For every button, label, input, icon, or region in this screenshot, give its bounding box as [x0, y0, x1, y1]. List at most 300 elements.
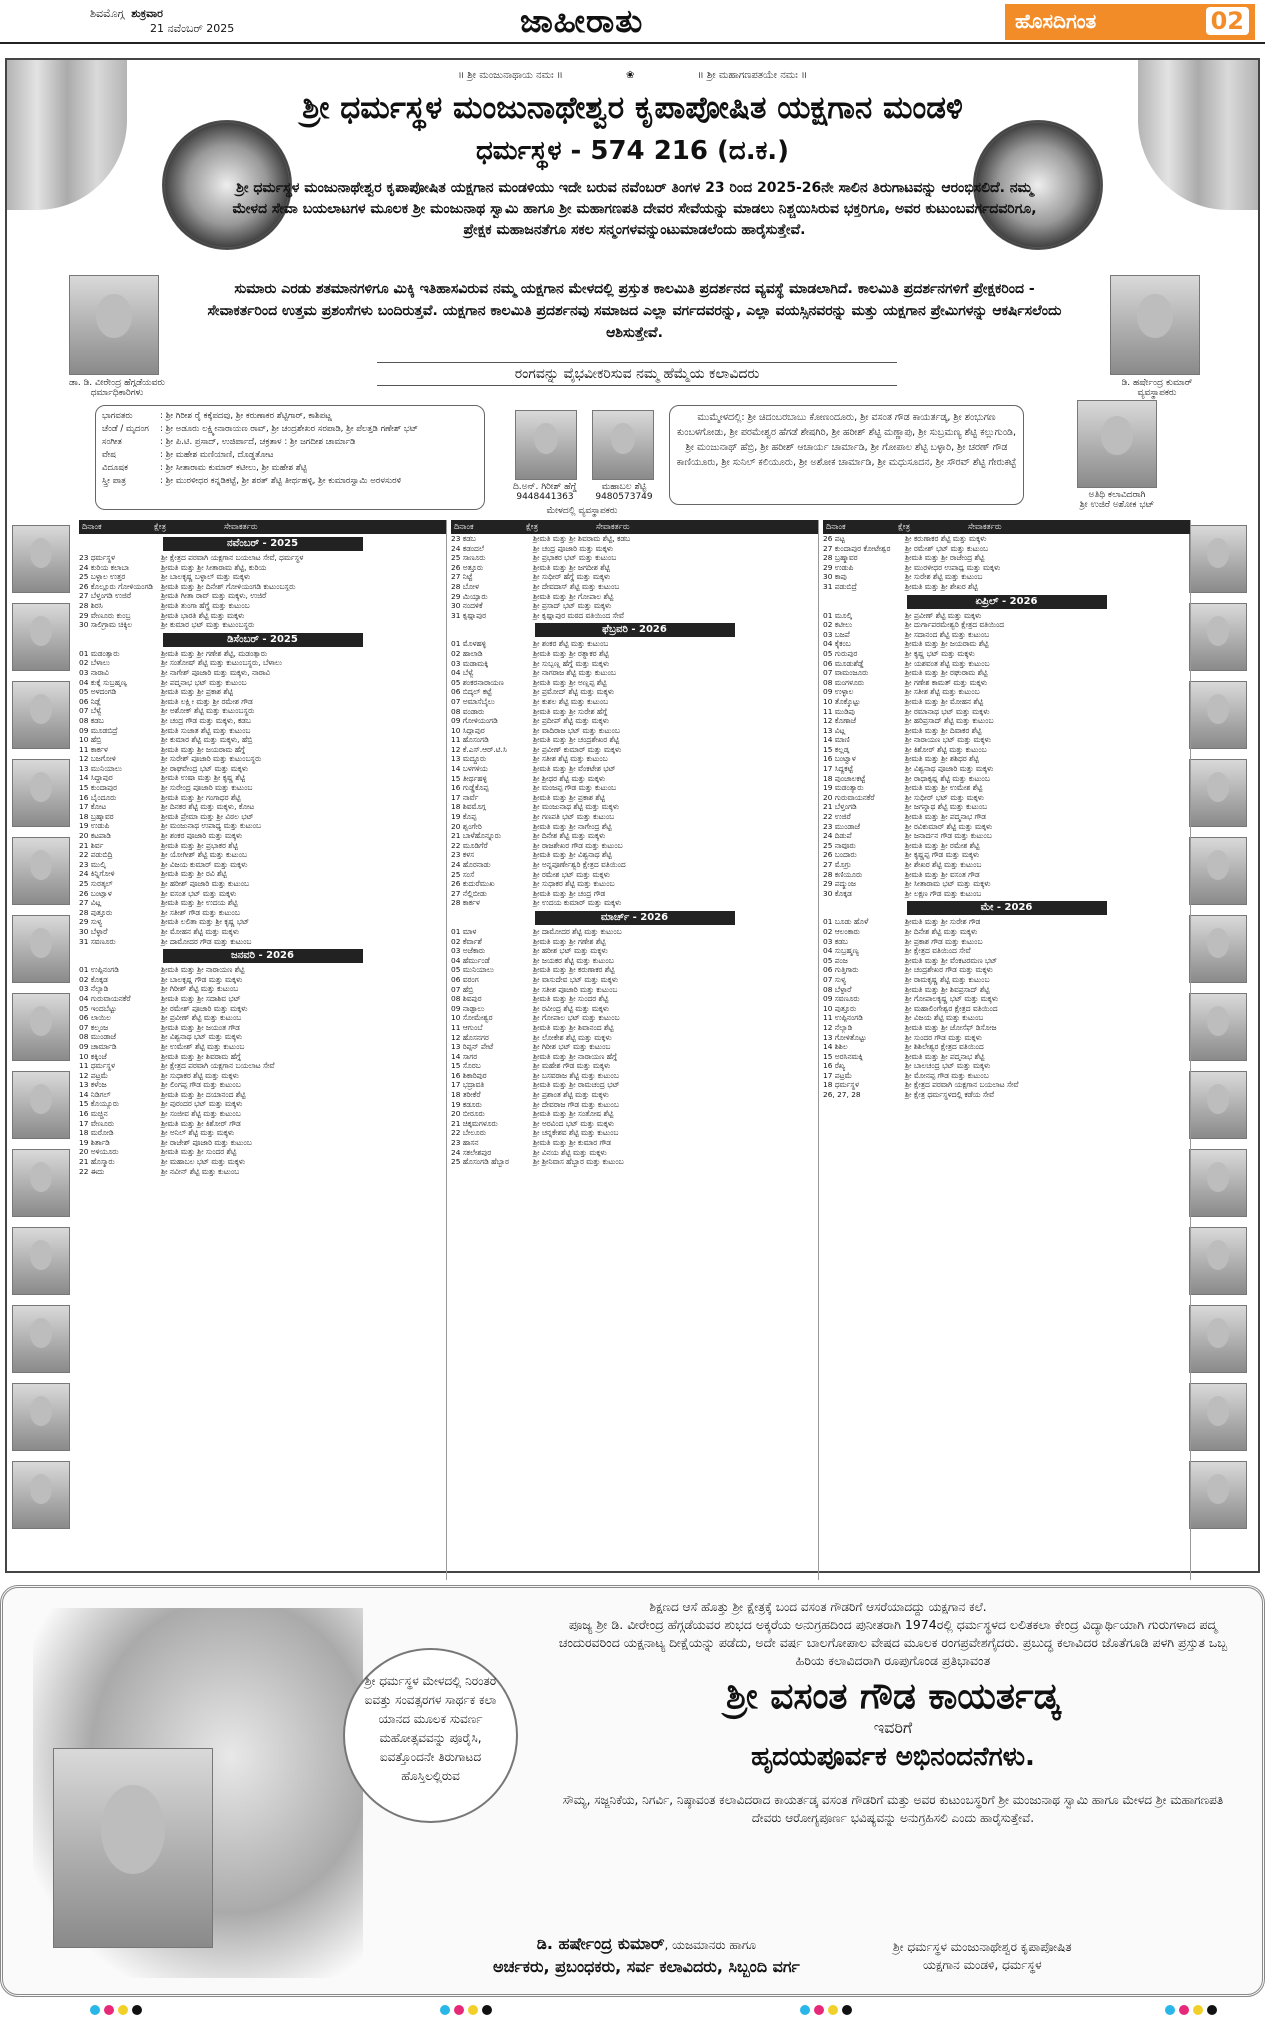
- paper-logo: [1005, 4, 1255, 40]
- schedule-row: [79, 1167, 446, 1177]
- schedule-sponsor: ಶ್ರೀ ಕಿಶೋರ್ ಶೆಟ್ಟಿ ಮತ್ತು ಕುಟುಂಬ: [905, 744, 987, 754]
- schedule-date-place: 01 ಮಡಂತ್ಯಾರು: [79, 648, 120, 658]
- schedule-row: [451, 793, 818, 803]
- schedule-sponsor: ಶ್ರೀಮತಿ ಉಷಾ ಮತ್ತು ಶ್ರೀ ಕೃಷ್ಣ ಶೆಟ್ಟಿ: [161, 773, 246, 783]
- schedule-sponsor: ಶ್ರೀಮತಿ ಪ್ರೇಮಾ ಮತ್ತು ಶ್ರೀ ವಿಠಲ ಭಟ್: [161, 811, 254, 821]
- schedule-date-place: 17 ವೇಣೂರು: [79, 1118, 115, 1128]
- schedule-date-place: 17 ಕೋಟ: [79, 802, 107, 812]
- schedule-date-place: 27 ನೆಲ್ಲಿಬೀಡು: [451, 888, 487, 898]
- schedule-date-place: 08 ವಂಡಾರು: [451, 706, 485, 716]
- schedule-sponsor: ಶ್ರೀ ಚನ್ನಕೇಶವ ಶೆಟ್ಟಿ ಮತ್ತು ಕುಟುಂಬ: [533, 1128, 619, 1138]
- schedule-date-place: 26 ಕುದುರೆಮುಖ: [451, 879, 495, 889]
- schedule-row: [823, 1033, 1190, 1043]
- schedule-row: [451, 1061, 818, 1071]
- schedule-date-place: 14 ನಿಡಿಗಲ್: [79, 1089, 111, 1099]
- schedule-row: [823, 956, 1190, 966]
- schedule-sponsor: ಶ್ರೀ ಬಸವರಾಜ ಶೆಟ್ಟಿ ಮತ್ತು ಕುಟುಂಬ: [533, 1070, 619, 1080]
- schedule-sponsor: ಶ್ರೀ ಕೃಷ್ಣ ಭಟ್ ಮತ್ತು ಮಕ್ಕಳು: [905, 648, 975, 658]
- schedule-row: [79, 1138, 446, 1148]
- schedule-date-place: 26 ಪಟ್ಟ: [823, 534, 845, 543]
- schedule-sponsor: ಶ್ರೀ ಅರವಿಂದ ಭಟ್ ಮತ್ತು ಮಕ್ಕಳು: [533, 1118, 615, 1128]
- schedule-row: [79, 783, 446, 793]
- schedule-sponsor: ಶ್ರೀ ಹರೀಶ ಭಟ್ ಮತ್ತು ಮಕ್ಕಳು: [533, 946, 608, 956]
- schedule-row: [823, 687, 1190, 697]
- schedule-sponsor: ಶ್ರೀ ಸುರೇಶ ಶೆಟ್ಟಿ ಮತ್ತು ಕುಟುಂಬ: [905, 572, 983, 582]
- schedule-date-place: 27 ಕುಂದಾಪುರ ಕೋಟೇಶ್ವರ: [823, 543, 891, 553]
- schedule-header-date: ದಿನಾಂಕ: [454, 522, 474, 531]
- schedule-sponsor: ಶ್ರೀ ಕ್ಷೇತ್ರದ ವತಿಯಿಂದ ಸೇವೆ: [905, 946, 971, 956]
- schedule-row: [823, 870, 1190, 880]
- schedule-sponsor: ಶ್ರೀ ಕುಶಲ ಶೆಟ್ಟಿ ಮತ್ತು ಕುಟುಂಬ: [533, 696, 609, 706]
- cast-role: ಭಾಗವತರು: [102, 411, 133, 421]
- schedule-row: [451, 726, 818, 736]
- schedule-row: [79, 1147, 446, 1157]
- schedule-row: [451, 1052, 818, 1062]
- schedule-row: [79, 773, 446, 783]
- month-heading: ಮಾರ್ಚ್ - 2026: [535, 911, 735, 925]
- schedule-sponsor: ಶ್ರೀ ಶಂಕರ ಪೂಜಾರಿ ಮತ್ತು ಮಕ್ಕಳು: [161, 831, 243, 841]
- caption-left-role: ಧರ್ಮಾಧಿಕಾರಿಗಳು: [90, 388, 144, 398]
- schedule-sponsor: ಶ್ರೀ ಕರುಣಾಕರ ಶೆಟ್ಟಿ ಮತ್ತು ಮಕ್ಕಳು: [905, 534, 987, 543]
- schedule-sponsor: ಶ್ರೀ ಗೋಪಾಲ ಭಟ್ ಮತ್ತು ಕುಟುಂಬ: [533, 1013, 620, 1023]
- schedule-date-place: 08 ಬೆಳ್ಳಾರೆ: [823, 984, 852, 994]
- schedule-row: [823, 735, 1190, 745]
- schedule-date-place: 01 ಮೂಲ್ಕಿ: [823, 610, 852, 620]
- schedule-sponsor: ಶ್ರೀ ಉದಯ ಕುಮಾರ್ ಮತ್ತು ಮಕ್ಕಳು: [533, 898, 622, 908]
- schedule-row: [79, 841, 446, 851]
- honoree-name: ಶ್ರೀ ವಸಂತ ಗೌಡ ಕಾಯರ್ತಡ್ಕ: [726, 1676, 1060, 1717]
- schedule-row: [823, 889, 1190, 899]
- schedule-sponsor: ಶ್ರೀಮತಿ ಮತ್ತು ಶ್ರೀ ಕರುಣಾಕರ ಶೆಟ್ಟಿ: [533, 965, 615, 975]
- curtain-right: [1138, 60, 1258, 210]
- schedule-sponsor: ಶ್ರೀ ಸಂತೋಷ್ ಶೆಟ್ಟಿ ಮತ್ತು ಕುಟುಂಬಸ್ಥರು, ಬೆಳಾಲು: [161, 658, 283, 668]
- schedule-date-place: 05 ಅಳದಂಗಡಿ: [79, 687, 117, 697]
- tour-schedule: [79, 520, 1189, 1580]
- schedule-sponsor: ಶ್ರೀಮತಿ ಮತ್ತು ಶ್ರೀ ಸುರೇಶ ಗೌಡ: [905, 917, 981, 927]
- schedule-date-place: 22 ಈದು: [79, 1166, 105, 1176]
- schedule-header-place: ಕ್ಷೇತ್ರ: [526, 522, 539, 531]
- schedule-date-place: 24 ಕಡಂದಲೆ: [451, 543, 484, 553]
- schedule-row: [823, 1090, 1190, 1100]
- schedule-sponsor: ಶ್ರೀ ಬಾಲಕೃಷ್ಣ ಬಳ್ಳಾಲ್ ಮತ್ತು ಮಕ್ಕಳು: [161, 572, 251, 582]
- artist-photo: [1189, 837, 1247, 905]
- schedule-sponsor: ಶ್ರೀಮತಿ ಮತ್ತು ಶ್ರೀ ವೆಂಕಟೇಶ ಭಟ್: [533, 764, 616, 774]
- schedule-sponsor: ಶ್ರೀಮತಿ ಮತ್ತು ಶ್ರೀ ಸದಾಶಿವ ಭಟ್: [161, 993, 241, 1003]
- schedule-date-place: 29 ಉಡುಪಿ: [823, 562, 854, 572]
- schedule-sponsor: ಶ್ರೀ ಸುಧಾಕರ ಶೆಟ್ಟಿ ಮತ್ತು ಕುಟುಂಬ: [533, 879, 615, 889]
- schedule-sponsor: ಶ್ರೀಮತಿ ಮತ್ತು ಶ್ರೀ ಪ್ರಕಾಶ ಶೆಟ್ಟಿ: [161, 687, 234, 697]
- schedule-date-place: 07 ಕಲ್ಮಂಜ: [79, 1022, 109, 1032]
- schedule-date-place: 27 ವಿಟ್ಲ: [79, 898, 102, 908]
- schedule-date-place: 09 ನಾಡ್ಪಾಲು: [451, 1003, 485, 1013]
- schedule-row: [451, 745, 818, 755]
- schedule-sponsor: ಶ್ರೀಮತಿ ಮತ್ತು ಶ್ರೀ ನಾರಾಯಣ ಶೆಟ್ಟಿ: [161, 965, 245, 975]
- schedule-date-place: 24 ಕಿನ್ನಿಗೋಳಿ: [79, 869, 115, 879]
- artist-photo: [12, 1149, 70, 1217]
- schedule-sponsor: ಶ್ರೀಮತಿ ಗೀತಾ ರಾವ್ ಮತ್ತು ಮಕ್ಕಳು, ಉಜಿರೆ: [161, 591, 267, 601]
- org-line-2: ಯಕ್ಷಗಾನ ಮಂಡಳಿ, ಧರ್ಮಸ್ಥಳ: [923, 1958, 1042, 1972]
- schedule-sponsor: ಶ್ರೀ ಶೇಖರ ಶೆಟ್ಟಿ ಮತ್ತು ಕುಟುಂಬ: [905, 860, 982, 869]
- schedule-sponsor: ಶ್ರೀಮತಿ ಮತ್ತು ಶ್ರೀ ಸಂತೋಷ ಶೆಟ್ಟಿ: [533, 1109, 614, 1119]
- schedule-sponsor: ಶ್ರೀಮತಿ ಮತ್ತು ಶ್ರೀ ಗಂಗಾಧರ ಶೆಟ್ಟಿ: [161, 792, 241, 802]
- schedule-date-place: 25 ನಾವೂರು: [823, 840, 856, 850]
- schedule-sponsor: ಶ್ರೀ ರಾಘವೇಂದ್ರ ಭಟ್ ಮತ್ತು ಮಕ್ಕಳು: [161, 763, 249, 773]
- schedule-date-place: 30 ಸಾಲಿಗ್ರಾಮ ಚಿಕ್ಕಿಲ: [79, 620, 133, 630]
- schedule-sponsor: ಶ್ರೀ ಸುಂದರ ಗೌಡ ಮತ್ತು ಮಕ್ಕಳು: [905, 1032, 982, 1042]
- schedule-row: [79, 706, 446, 716]
- schedule-row: [451, 1080, 818, 1090]
- schedule-row: [823, 793, 1190, 803]
- schedule-sponsor: ಶ್ರೀಮತಿ ಲಕ್ಷ್ಮೀ ಮತ್ತು ಶ್ರೀ ರಮೇಶ ಗೌಡ: [161, 696, 253, 706]
- schedule-sponsor: ಶ್ರೀ ವಾಸುದೇವ ಭಟ್ ಮತ್ತು ಮಕ್ಕಳು: [533, 974, 619, 984]
- schedule-sponsor: ಶ್ರೀಮತಿ ಮತ್ತು ಶ್ರೀ ಚಂದ್ರ ಗೌಡ: [533, 888, 606, 898]
- schedule-header: [823, 520, 1190, 534]
- schedule-row: [823, 1004, 1190, 1014]
- schedule-sponsor: ಶ್ರೀ ಕ್ಷೇತ್ರದ ಪರವಾಗಿ ಯಕ್ಷಗಾನ ಬಯಲಾಟ ಸೇವೆ: [161, 1061, 275, 1071]
- schedule-date-place: 20 ಕಟಪಾಡಿ: [79, 831, 111, 841]
- registration-marks-2: [440, 2005, 498, 2015]
- schedule-date-place: 19 ಕೊಪ್ಪ: [451, 812, 477, 822]
- schedule-row: [79, 563, 446, 573]
- schedule-date-place: 12 ಹೊಸನಗರ: [451, 1032, 489, 1042]
- schedule-date-place: 15 ಕಲ್ಲಡ್ಕ: [823, 744, 850, 754]
- schedule-sponsor: ಶ್ರೀ ಮೋಹನ ಶೆಟ್ಟಿ ಮತ್ತು ಮಕ್ಕಳು: [161, 926, 240, 936]
- manager-1-phone: 9448441363: [516, 492, 574, 502]
- ad-subtitle: ಧರ್ಮಸ್ಥಳ - 574 216 (ದ.ಕ.): [475, 136, 790, 166]
- schedule-row: [823, 1013, 1190, 1023]
- felicitation-blessing: ಸೌಮ್ಯ, ಸಜ್ಜನಿಕೆಯ, ನಿಗರ್ವಿ, ನಿಷ್ಠಾವಂತ ಕಲಾವಿದರಾದ ಕಾಯರ್ತಡ್ಕ ವಸಂತ ಗೌಡರಿಗೆ ಮತ್ತು ಅವರ ಕುಟುಂಬಸ್ಥರಿಗೆ ಶ್ರೀ ಮಂಜುನಾಥ ಸ್ವಾಮಿ ಹಾಗೂ ಮೇಳದ ಶ್ರೀ ಮಹಾಗಣಪತಿ ದೇವರು ಆರೋಗ್ಯಪೂರ್ಣ ಭವಿಷ್ಯವನ್ನು ಅನುಗ್ರಹಿಸಲಿ ಎಂದು ಹಾರೈಸುತ್ತೇವೆ.: [562, 1793, 1224, 1825]
- schedule-row: [823, 994, 1190, 1004]
- schedule-row: [451, 985, 818, 995]
- schedule-row: [451, 572, 818, 582]
- schedule-sponsor: ಶ್ರೀ ರವಿಕುಮಾರ್ ಶೆಟ್ಟಿ ಮತ್ತು ಮಕ್ಕಳು: [905, 821, 993, 831]
- schedule-row: [79, 697, 446, 707]
- schedule-row: [79, 1128, 446, 1138]
- schedule-sponsor: ಶ್ರೀ ಕುಮಾರ ಶೆಟ್ಟಿ ಮತ್ತು ಮಕ್ಕಳು, ಹೆಬ್ರಿ: [161, 735, 253, 745]
- schedule-row: [79, 716, 446, 726]
- schedule-date-place: 22 ಮೂಡಿಗೆರೆ: [451, 840, 488, 850]
- schedule-date-place: 01 ಮೊಳಹಳ್ಳಿ: [451, 639, 487, 649]
- schedule-sponsor: ಶ್ರೀಮತಿ ಸುಜಾತ ಶೆಟ್ಟಿ ಮತ್ತು ಕುಟುಂಬ: [161, 725, 251, 735]
- schedule-sponsor: ಶ್ರೀ ರವೀಂದ್ರ ಶೆಟ್ಟಿ ಮತ್ತು ಮಕ್ಕಳು: [533, 1003, 610, 1013]
- schedule-sponsor: ಶ್ರೀಮತಿ ಮತ್ತು ಶ್ರೀ ನಾಗೇಂದ್ರ ಶೆಟ್ಟಿ: [533, 821, 612, 831]
- schedule-sponsor: ಶ್ರೀಮತಿ ಮತ್ತು ಶ್ರೀ ಉದಯ ಶೆಟ್ಟಿ: [161, 898, 238, 908]
- schedule-date-place: 04 ಕುಕ್ಕೆ ಸುಬ್ರಹ್ಮಣ್ಯ: [79, 677, 128, 687]
- schedule-date-place: 03 ನೆಲ್ಯಾಡಿ: [79, 984, 109, 994]
- schedule-date-place: 06 ಮೂಡುಶೆಡ್ಡೆ: [823, 658, 864, 668]
- yakshagana-ad: [5, 58, 1260, 1573]
- schedule-date-place: 21 ಶಿರ್ವ: [79, 840, 104, 850]
- schedule-date-place: 11 ಕಾರ್ಕಳ: [79, 744, 108, 754]
- schedule-sponsor: ಶ್ರೀ ಸುಧೀರ್ ಭಟ್ ಮತ್ತು ಮಕ್ಕಳು: [905, 792, 985, 802]
- schedule-row: [79, 687, 446, 697]
- schedule-sponsor: ಶ್ರೀಮತಿ ಮತ್ತು ಶ್ರೀ ಕುಮಾರ ಗೌಡ: [533, 1138, 611, 1148]
- schedule-sponsor: ಶ್ರೀ ಗಿರೀಶ ಭಟ್ ಮತ್ತು ಕುಟುಂಬ: [533, 1042, 611, 1052]
- schedule-row: [451, 870, 818, 880]
- org-line-1: ಶ್ರೀ ಧರ್ಮಸ್ಥಳ ಮಂಜುನಾಥೇಶ್ವರ ಕೃಪಾಪೋಷಿತ: [893, 1940, 1072, 1954]
- schedule-row: [79, 611, 446, 621]
- schedule-date-place: 13 ಗೋಳಿತೊಟ್ಟು: [823, 1032, 867, 1042]
- month-heading: ಮೇ - 2026: [907, 901, 1107, 915]
- schedule-row: [451, 898, 818, 908]
- schedule-sponsor: ಶ್ರೀ ಅನ್ನಪೂರ್ಣೇಶ್ವರಿ ಕ್ಷೇತ್ರದ ವತಿಯಿಂದ: [533, 860, 626, 869]
- schedule-sponsor: ಶ್ರೀಮತಿ ಮತ್ತು ಶ್ರೀ ಪದ್ಮನಾಭ ಗೌಡ: [905, 812, 987, 822]
- date: 21 ನವೆಂಬರ್ 2025: [150, 22, 235, 35]
- schedule-sponsor: ಶ್ರೀ ಜಗನ್ನಾಥ ಶೆಟ್ಟಿ ಮತ್ತು ಕುಟುಂಬ: [905, 802, 988, 812]
- schedule-date-place: 03 ಮಡಾಮಕ್ಕಿ: [451, 658, 489, 668]
- schedule-row: [451, 534, 818, 544]
- schedule-sponsor: ಶ್ರೀಮತಿ ಮತ್ತು ಶ್ರೀ ಉಮೇಶ ಶೆಟ್ಟಿ: [905, 783, 983, 793]
- schedule-row: [823, 822, 1190, 832]
- schedule-row: [79, 879, 446, 889]
- schedule-sponsor: ಶ್ರೀ ರಮಾನಾಥ ಭಟ್ ಮತ್ತು ಮಕ್ಕಳು: [905, 706, 990, 716]
- schedule-row: [79, 1119, 446, 1129]
- schedule-row: [823, 985, 1190, 995]
- schedule-sponsor: ಶ್ರೀ ಸುಧಾಕರ ಶೆಟ್ಟಿ ಮತ್ತು ಮಕ್ಕಳು: [161, 1070, 239, 1080]
- emblem-icon: ❀: [626, 70, 635, 81]
- schedule-row: [823, 745, 1190, 755]
- schedule-sponsor: ಶ್ರೀ ಸತೀಶ್ ಗೌಡ ಮತ್ತು ಕುಟುಂಬ: [161, 907, 240, 917]
- schedule-date-place: 05 ಪಂಜ: [823, 955, 848, 965]
- schedule-row: [79, 975, 446, 985]
- schedule-date-place: 28 ಪುತ್ತೂರು: [79, 907, 113, 917]
- schedule-row: [823, 716, 1190, 726]
- golden-jubilee-note: ಶ್ರೀ ಧರ್ಮಸ್ಥಳ ಮೇಳದಲ್ಲಿ ನಿರಂತರ ಐವತ್ತು ಸಂವತ್ಸರಗಳ ಸಾರ್ಥಕ ಕಲಾ ಯಾನದ ಮೂಲಕ ಸುವರ್ಣ ಮಹೋತ್ಸವವನ್ನು ಪೂರೈಸಿ, ಐವತ್ತೊಂದನೇ ತಿರುಗಾಟದ ಹೊಸ್ತಿಲಲ್ಲಿರುವ: [343, 1648, 518, 1823]
- schedule-date-place: 15 ಕುಂದಾಪುರ: [79, 783, 118, 793]
- schedule-row: [823, 620, 1190, 630]
- schedule-date-place: 10 ಪುತ್ತೂರು: [823, 1003, 857, 1013]
- schedule-row: [823, 917, 1190, 927]
- schedule-sponsor: ಶ್ರೀ ಮಹೇಶ ಗೌಡ ಮತ್ತು ಮಕ್ಕಳು: [533, 1061, 611, 1071]
- schedule-row: [451, 783, 818, 793]
- schedule-row: [451, 1033, 818, 1043]
- schedule-column: [823, 520, 1191, 1580]
- schedule-sponsor: ಶ್ರೀ ರಾಜಶೇಖರ ಗೌಡ ಮತ್ತು ಕುಟುಂಬ: [533, 840, 623, 850]
- schedule-date-place: 02 ಹಾಲಾಡಿ: [451, 648, 483, 658]
- schedule-row: [451, 831, 818, 841]
- schedule-sponsor: ಶ್ರೀ ಶ್ರೀನಿವಾಸ ಹೆಬ್ಬಾರ ಮತ್ತು ಕುಟುಂಬ: [533, 1157, 624, 1167]
- schedule-sponsor: ಶ್ರೀಮತಿ ಮತ್ತು ಶ್ರೀ ರಘುರಾಮ ಶೆಟ್ಟಿ: [905, 668, 988, 678]
- registration-marks-1: [90, 2005, 148, 2015]
- schedule-row: [79, 937, 446, 947]
- schedule-date-place: 02 ಆಲಂಕಾರು: [823, 926, 860, 936]
- manager-2-caption: [585, 482, 663, 502]
- schedule-date-place: 19 ಮಡಂತ್ಯಾರು: [823, 783, 864, 793]
- schedule-row: [451, 1138, 818, 1148]
- schedule-date-place: 06 ವರಂಗ: [451, 974, 479, 984]
- schedule-sponsor: ಶ್ರೀ ಲೋಕೇಶ ಶೆಟ್ಟಿ ಮತ್ತು ಮಕ್ಕಳು: [533, 1032, 612, 1042]
- schedule-date-place: 13 ಮುನಿಯಾಲು: [79, 763, 122, 773]
- schedule-row: [451, 544, 818, 554]
- artist-photos-left: [12, 525, 76, 1570]
- schedule-sponsor: ಶ್ರೀ ಪ್ರಕಾಶ ಗೌಡ ಮತ್ತು ಕುಟುಂಬ: [905, 936, 983, 946]
- schedule-sponsor: ಶ್ರೀಮತಿ ಮತ್ತು ಶ್ರೀ ರಾಮಚಂದ್ರ ಭಟ್: [533, 1080, 620, 1090]
- schedule-sponsor: ಶ್ರೀಮತಿ ಮತ್ತು ಶ್ರೀ ಸುಂದರ ಶೆಟ್ಟಿ: [533, 994, 609, 1004]
- schedule-sponsor: ಶ್ರೀ ನವೀನ್ ಶೆಟ್ಟಿ ಮತ್ತು ಕುಟುಂಬ: [161, 1166, 240, 1176]
- schedule-date-place: 06 ನಿಡ್ಲೆ: [79, 696, 101, 706]
- schedule-sponsor: ಶ್ರೀಮತಿ ಮತ್ತು ಶ್ರೀ ಅಣ್ಣಪ್ಪ ಶೆಟ್ಟಿ: [533, 677, 607, 687]
- schedule-sponsor: ಶ್ರೀಮತಿ ಮತ್ತು ಶ್ರೀ ಜಯರಾಮ ಶೆಟ್ಟಿ: [905, 639, 989, 649]
- schedule-row: [79, 812, 446, 822]
- schedule-row: [451, 649, 818, 659]
- schedule-sponsor: ಶ್ರೀ ಚಂದ್ರ ಪೂಜಾರಿ ಮತ್ತು ಮಕ್ಕಳು: [533, 543, 614, 553]
- schedule-sponsor: ಶ್ರೀ ವಿಶ್ವನಾಥ ಭಟ್ ಮತ್ತು ಮಕ್ಕಳು: [161, 1032, 243, 1042]
- schedule-row: [451, 850, 818, 860]
- schedule-row: [79, 735, 446, 745]
- schedule-row: [79, 620, 446, 630]
- schedule-date-place: 24 ಹೊರನಾಡು: [451, 860, 491, 869]
- portrait-manager-1: [515, 410, 577, 480]
- schedule-sponsor: ಶ್ರೀ ಕೃಷ್ಣಾಪುರ ಮಠದ ವತಿಯಿಂದ ಸೇವೆ: [533, 610, 624, 620]
- schedule-sponsor: ಶ್ರೀಮತಿ ಮತ್ತು ಶ್ರೀ ದಿವಾಕರ ಶೆಟ್ಟಿ: [905, 725, 982, 735]
- invocation-right: ॥ ಶ್ರೀ ಮಹಾಗಣಪತಯೇ ನಮಃ ॥: [697, 70, 808, 81]
- schedule-date-place: 07 ಹೆಬ್ರಿ: [451, 984, 474, 994]
- schedule-date-place: 05 ಶಂಕರನಾರಾಯಣ: [451, 677, 504, 687]
- invocation: [7, 70, 1258, 81]
- schedule-date-place: 25 ಹೊಸಂಗಡಿ ಹೆಬ್ಬಾರ: [451, 1157, 509, 1167]
- schedule-row: [79, 1023, 446, 1033]
- schedule-sponsor: ಶ್ರೀ ಕ್ಷೇತ್ರದ ಪರವಾಗಿ ಯಕ್ಷಗಾನ ಬಯಲಾಟ ಸೇವೆ: [905, 1080, 1019, 1090]
- schedule-sponsor: ಶ್ರೀಮತಿ ಮತ್ತು ಶ್ರೀ ವಸಂತ ಗೌಡ: [905, 869, 980, 879]
- month-heading: ಏಪ್ರಿಲ್ - 2026: [907, 595, 1107, 609]
- cast-row: [102, 423, 478, 436]
- schedule-row: [79, 668, 446, 678]
- schedule-sponsor: ಶ್ರೀಮತಿ ಮತ್ತು ಶ್ರೀ ಜಯರಾಮ ಹೆಗ್ಡೆ: [161, 744, 246, 754]
- schedule-row: [451, 735, 818, 745]
- registration-marks-3: [800, 2005, 858, 2015]
- schedule-date-place: 07 ವಾಮಂಜೂರು: [823, 668, 869, 678]
- schedule-row: [823, 553, 1190, 563]
- schedule-row: [79, 1052, 446, 1062]
- city: ಶಿವಮೊಗ್ಗ: [90, 7, 125, 20]
- schedule-row: [451, 1128, 818, 1138]
- schedule-date-place: 27 ಮೊಗ್ರು: [823, 860, 852, 869]
- schedule-row: [823, 668, 1190, 678]
- schedule-row: [451, 822, 818, 832]
- schedule-row: [79, 994, 446, 1004]
- cast-role: ಸಂಗೀತ: [102, 437, 122, 447]
- schedule-sponsor: ಶ್ರೀ ದೇವರಾಜ ಗೌಡ ಮತ್ತು ಕುಟುಂಬ: [533, 1099, 619, 1109]
- schedule-date-place: 09 ಮೂಡಬಿದ್ರೆ: [79, 725, 118, 735]
- schedule-sponsor: ಶ್ರೀ ಯಶವಂತ ಶೆಟ್ಟಿ ಮತ್ತು ಕುಟುಂಬ: [905, 658, 990, 668]
- schedule-row: [79, 745, 446, 755]
- schedule-sponsor: ಶ್ರೀ ದುರ್ಗಾಪರಮೇಶ್ವರಿ ಕ್ಷೇತ್ರದ ವತಿಯಿಂದ: [905, 620, 1005, 630]
- schedule-row: [823, 812, 1190, 822]
- schedule-date-place: 30 ಬೆಳ್ಳಾರೆ: [79, 926, 108, 936]
- schedule-row: [79, 860, 446, 870]
- cast-row: [102, 449, 478, 462]
- schedule-date-place: 07 ಬೆಳ್ವೆ: [79, 706, 102, 716]
- schedule-date-place: 25 ಸುರತ್ಕಲ್: [79, 879, 113, 888]
- schedule-date-place: 24 ಕುರಿಯ ಕಲಾಬಾ: [79, 562, 129, 572]
- schedule-row: [451, 678, 818, 688]
- schedule-date-place: 27 ನಿಟ್ಟೆ: [451, 572, 473, 582]
- artist-photo: [1189, 1383, 1247, 1451]
- schedule-sponsor: ಶ್ರೀಮತಿ ತುಂಗಾ ಹೆಗ್ಡೆ ಮತ್ತು ಕುಟುಂಬ: [161, 600, 250, 610]
- artist-photo: [1189, 1149, 1247, 1217]
- schedule-sponsor: ಶ್ರೀ ಮಹಾಲಿಂಗೇಶ್ವರ ಕ್ಷೇತ್ರದ ವತಿಯಿಂದ: [905, 1003, 998, 1013]
- schedule-row: [79, 1090, 446, 1100]
- masthead: [0, 0, 1265, 44]
- schedule-sponsor: ಶ್ರೀ ಜಯಕರ ಶೆಟ್ಟಿ ಮತ್ತು ಕುಟುಂಬ: [533, 955, 614, 965]
- cast-role: ವಿದೂಷಕ: [102, 463, 129, 473]
- caption-left-name: ಡಾ. ಡಿ. ವೀರೇಂದ್ರ ಹೆಗ್ಗಡೆಯವರು: [68, 378, 166, 388]
- schedule-row: [451, 889, 818, 899]
- schedule-row: [79, 754, 446, 764]
- portrait-harshendra: [1110, 275, 1200, 375]
- schedule-row: [823, 659, 1190, 669]
- managers-role: ಮೇಳದಲ್ಲಿ ವ್ಯವಸ್ಥಾಪಕರು: [546, 506, 618, 516]
- schedule-sponsor: ಶ್ರೀ ಅಶೋಕ್ ಶೆಟ್ಟಿ ಮತ್ತು ಕುಟುಂಬಸ್ಥರು: [161, 706, 255, 716]
- manager-1-name: ದಿ.ಅನ್. ಗಿರೀಶ್ ಹೆಗ್ಡೆ: [512, 482, 578, 492]
- schedule-date-place: 08 ಮುಂಡಾಜೆ: [79, 1032, 116, 1042]
- schedule-sponsor: ಶ್ರೀ ಬಾಲಚಂದ್ರ ಭಟ್ ಮತ್ತು ಮಕ್ಕಳು: [905, 1061, 991, 1071]
- schedule-sponsor: ಶ್ರೀ ಹರಿಪ್ರಸಾದ್ ಶೆಟ್ಟಿ ಮತ್ತು ಕುಟುಂಬ: [905, 716, 994, 726]
- schedule-sponsor: ಶ್ರೀ ನಾಗೇಶ್ ಪೂಜಾರಿ ಮತ್ತು ಮಕ್ಕಳು, ನಾರಾವಿ: [161, 667, 270, 677]
- schedule-row: [451, 582, 818, 592]
- schedule-date-place: 02 ಬೆಳಾಲು: [79, 658, 110, 668]
- schedule-sponsor: ಶ್ರೀಮತಿ ಮತ್ತು ಶ್ರೀ ಜಗದೀಶ ಶೆಟ್ಟಿ: [533, 562, 610, 572]
- schedule-date-place: 03 ಬಜಪೆ: [823, 629, 850, 639]
- felicitation-text: [403, 1598, 1233, 1827]
- artist-photo: [1189, 1071, 1247, 1139]
- schedule-row: [823, 783, 1190, 793]
- schedule-date-place: 12 ಬಜಗೋಳಿ: [79, 754, 116, 764]
- schedule-date-place: 26 ಬಂದಾರು: [823, 850, 857, 860]
- schedule-row: [79, 1109, 446, 1119]
- caption-right-role: ವ್ಯವಸ್ಥಾಪಕರು: [1137, 388, 1177, 398]
- portrait-vasanth-gowda: [53, 1748, 213, 1948]
- schedule-sponsor: ಶ್ರೀಮತಿ ಮತ್ತು ಶ್ರೀ ರಾಜೇಂದ್ರ ಶೆಟ್ಟಿ: [905, 553, 985, 563]
- schedule-row: [79, 1157, 446, 1167]
- manager-2-name: ಮಹಾಬಲ ಶೆಟ್ಟಿ: [601, 482, 647, 492]
- schedule-sponsor: ಶ್ರೀ ವಿಶ್ವನಾಥ ಪೂಜಾರಿ ಮತ್ತು ಮಕ್ಕಳು: [905, 764, 994, 774]
- schedule-sponsor: ಶ್ರೀ ಮುರಳೀಧರ ಉಪಾಧ್ಯ ಮತ್ತು ಮಕ್ಕಳು: [905, 562, 1001, 572]
- schedule-sponsor: ಶ್ರೀಮತಿ ಮತ್ತು ಶ್ರೀ ಶೇಖರ ಶೆಟ್ಟಿ: [905, 581, 978, 591]
- schedule-sponsor: ಶ್ರೀ ಸತೀಶ ಪೂಜಾರಿ ಮತ್ತು ಕುಟುಂಬ: [533, 984, 618, 994]
- weekday: ಶುಕ್ರವಾರ: [131, 7, 163, 20]
- schedule-sponsor: ಶ್ರೀ ಸುಧೀರ್ ಹೆಗ್ಡೆ ಮತ್ತು ಮಕ್ಕಳು: [533, 572, 611, 582]
- schedule-sponsor: ಶ್ರೀ ದಿನೇಶ ಶೆಟ್ಟಿ ಮತ್ತು ಮಕ್ಕಳು: [533, 831, 606, 841]
- schedule-row: [79, 802, 446, 812]
- schedule-date-place: 13 ಮದ್ದೂರು: [451, 754, 487, 764]
- schedule-date-place: 01 ಮಾಳ: [451, 926, 477, 936]
- schedule-row: [79, 582, 446, 592]
- schedule-date-place: 03 ನಾರಾವಿ: [79, 667, 109, 677]
- schedule-sponsor: ಶ್ರೀಮತಿ ಮತ್ತು ಶ್ರೀ ದಯಾನಂದ ಶೆಟ್ಟಿ: [161, 1089, 246, 1099]
- cast-row: [102, 436, 478, 449]
- cast-names: : ಶ್ರೀ ಸೀತಾರಾಮ ಕುಮಾರ್ ಕಟೀಲು, ಶ್ರೀ ಮಹೇಶ ಶೆಟ್ಟಿ: [160, 463, 307, 473]
- schedule-date-place: 06 ಬಿದ್ಕಲ್ ಕಟ್ಟೆ: [451, 687, 492, 697]
- schedule-row: [451, 1148, 818, 1158]
- schedule-date-place: 16 ಶಿಕಾರಿಪುರ: [451, 1070, 487, 1080]
- schedule-date-place: 30 ನಂದಳಿಕೆ: [451, 601, 483, 611]
- month-heading: ನವೆಂಬರ್ - 2025: [163, 537, 363, 551]
- schedule-row: [451, 668, 818, 678]
- artist-photo: [12, 1305, 70, 1373]
- schedule-date-place: 13 ಕಳೆಂಜ: [79, 1080, 107, 1090]
- schedule-row: [79, 831, 446, 841]
- schedule-row: [823, 639, 1190, 649]
- schedule-header-date: ದಿನಾಂಕ: [82, 522, 102, 531]
- schedule-date-place: 20 ಶೃಂಗೇರಿ: [451, 821, 482, 831]
- schedule-row: [79, 1080, 446, 1090]
- schedule-date-place: 05 ಗುರುಪುರ: [823, 648, 858, 658]
- invocation-left: ॥ ಶ್ರೀ ಮಂಜುನಾಥಾಯ ನಮಃ ॥: [457, 70, 563, 81]
- schedule-date-place: 20 ಬೀರೂರು: [451, 1109, 485, 1119]
- schedule-row: [79, 658, 446, 668]
- artist-photo: [1189, 915, 1247, 983]
